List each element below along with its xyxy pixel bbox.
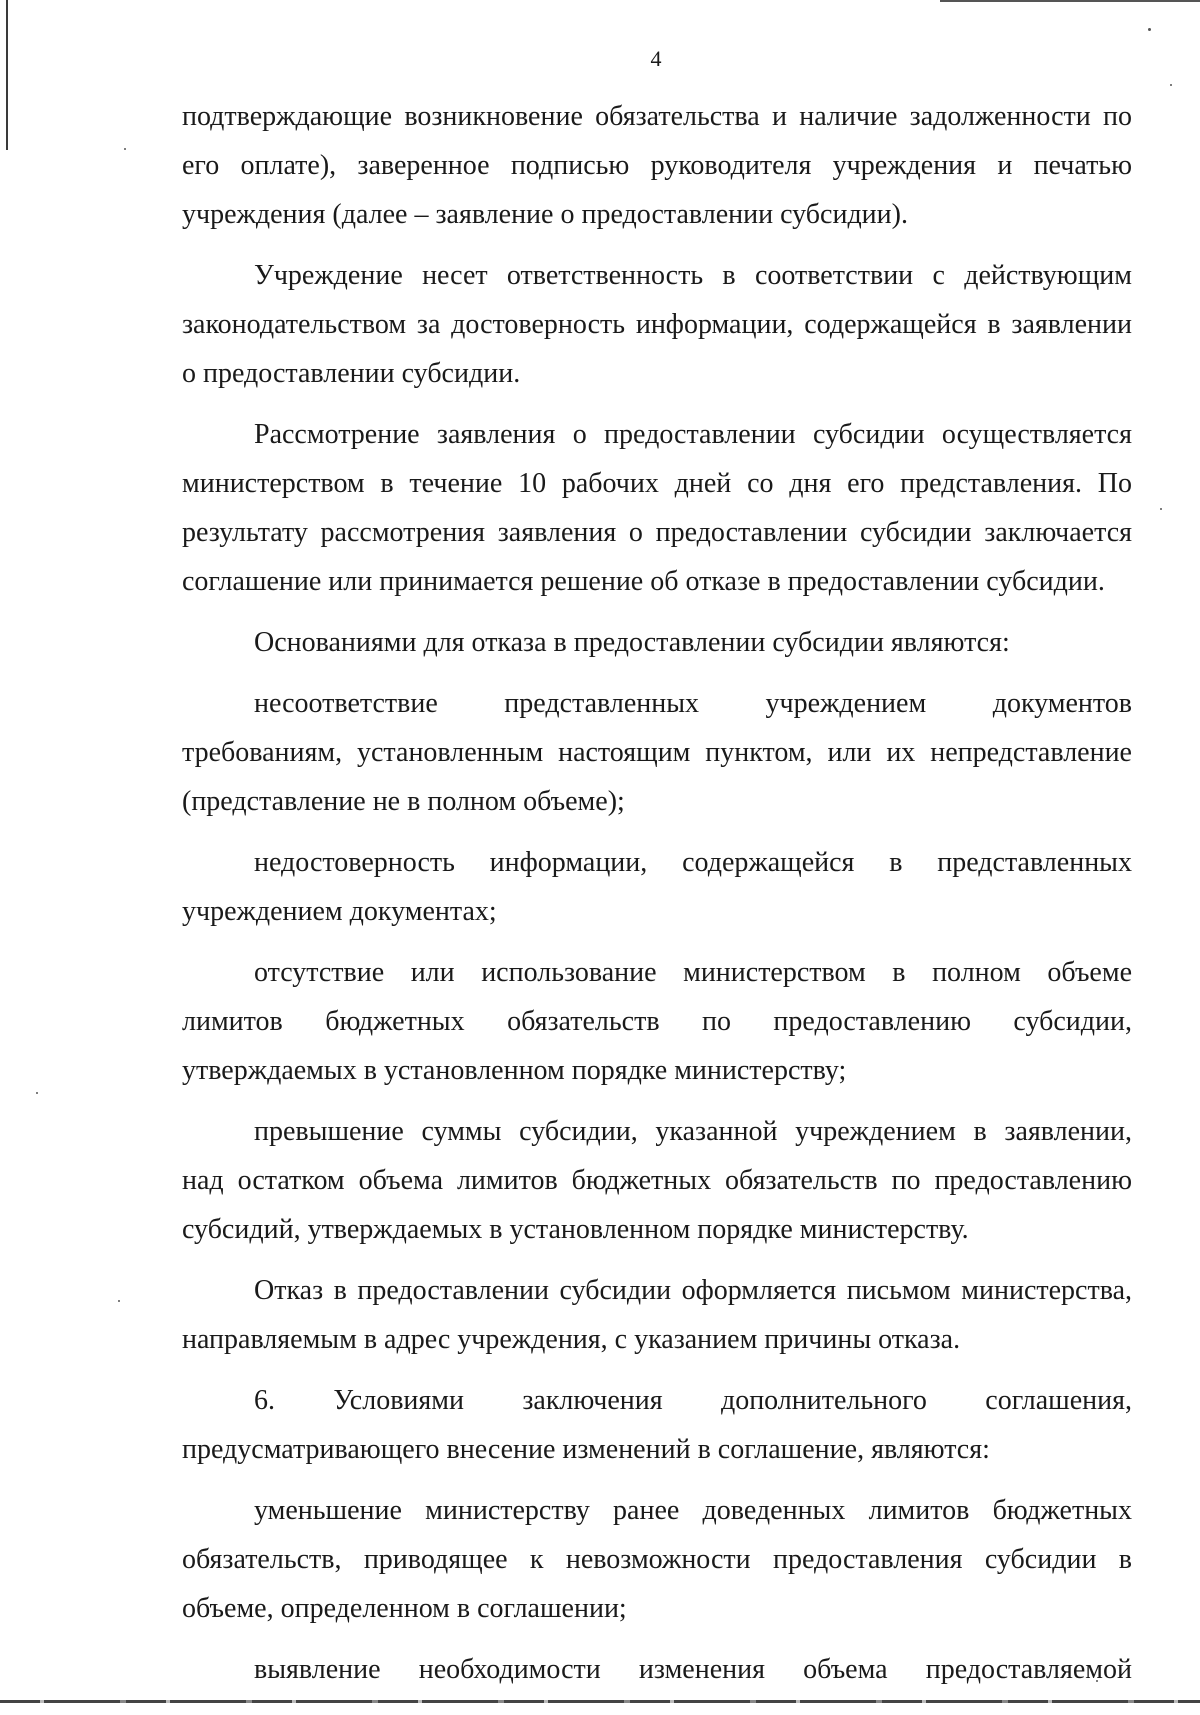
text-line: подтверждающие возникновение обязательства и наличие задолженности по — [182, 101, 1132, 132]
text-line: министерством в течение 10 рабочих дней со дня его представления. По — [182, 468, 1132, 499]
scan-edge-top — [940, 0, 1200, 2]
text-line: объеме, определенном в соглашении; — [182, 1593, 627, 1624]
text-line: о предоставлении субсидии. — [182, 358, 521, 389]
paragraph-gap — [182, 826, 1132, 838]
paragraph-gap — [182, 1254, 1132, 1266]
text-line: законодательством за достоверность информации, содержащейся в заявлении — [182, 309, 1132, 340]
text-line: результату рассмотрения заявления о предоставлении субсидии заключается — [182, 517, 1132, 548]
scan-speck — [118, 1300, 120, 1302]
scan-edge-left — [6, 0, 8, 150]
text-line: предусматривающего внесение изменений в соглашение, являются: — [182, 1434, 990, 1465]
scan-speck — [1160, 508, 1162, 510]
paragraph-gap — [182, 398, 1132, 410]
text-line: учреждением документах; — [182, 896, 497, 927]
text-line: обязательств, приводящее к невозможности предоставления субсидии в — [182, 1544, 1132, 1575]
paragraph-gap — [182, 667, 1132, 679]
text-line: Отказ в предоставлении субсидии оформляется письмом министерства, — [254, 1275, 1132, 1306]
text-line: отсутствие или использование министерством в полном объеме — [254, 957, 1132, 988]
scan-edge-bottom — [0, 1700, 1200, 1703]
page-number: 4 — [650, 46, 662, 71]
paragraph-gap — [182, 936, 1132, 948]
text-line: превышение суммы субсидии, указанной учреждением в заявлении, — [254, 1116, 1132, 1147]
text-line: уменьшение министерству ранее доведенных лимитов бюджетных — [254, 1495, 1132, 1526]
scan-speck — [36, 1092, 38, 1094]
text-line: его оплате), заверенное подписью руководителя учреждения и печатью — [182, 150, 1132, 181]
text-line: Учреждение несет ответственность в соответствии с действующим — [254, 260, 1132, 291]
text-line: направляемым в адрес учреждения, с указанием причины отказа. — [182, 1324, 961, 1355]
paragraph-gap — [182, 1095, 1132, 1107]
text-line: лимитов бюджетных обязательств по предоставлению субсидии, — [182, 1006, 1132, 1037]
text-line: требованиям, установленным настоящим пунктом, или их непредставление — [182, 737, 1132, 768]
paragraph-gap — [182, 239, 1132, 251]
text-line: соглашение или принимается решение об отказе в предоставлении субсидии. — [182, 566, 1105, 597]
paragraph-gap — [182, 1364, 1132, 1376]
scan-speck — [124, 148, 126, 150]
paragraph-gap — [182, 1633, 1132, 1645]
text-line: Рассмотрение заявления о предоставлении субсидии осуществляется — [254, 419, 1132, 450]
text-line: (представление не в полном объеме); — [182, 786, 625, 817]
text-line: 6. Условиями заключения дополнительного соглашения, — [254, 1385, 1132, 1416]
document-body — [182, 92, 1132, 1694]
scan-speck — [1148, 28, 1151, 31]
scan-speck — [1170, 84, 1172, 86]
text-line: недостоверность информации, содержащейся в представленных — [254, 847, 1132, 878]
paragraph-gap — [182, 606, 1132, 618]
text-line: несоответствие представленных учреждением документов — [254, 688, 1132, 719]
text-line: Основаниями для отказа в предоставлении субсидии являются: — [254, 627, 1010, 658]
text-line: учреждения (далее – заявление о предоставлении субсидии). — [182, 199, 908, 230]
text-line: выявление необходимости изменения объема предоставляемой — [254, 1654, 1132, 1685]
text-line: утверждаемых в установленном порядке министерству; — [182, 1055, 847, 1086]
text-line: над остатком объема лимитов бюджетных обязательств по предоставлению — [182, 1165, 1132, 1196]
paragraph-gap — [182, 1474, 1132, 1486]
text-line: субсидий, утверждаемых в установленном порядке министерству. — [182, 1214, 969, 1245]
